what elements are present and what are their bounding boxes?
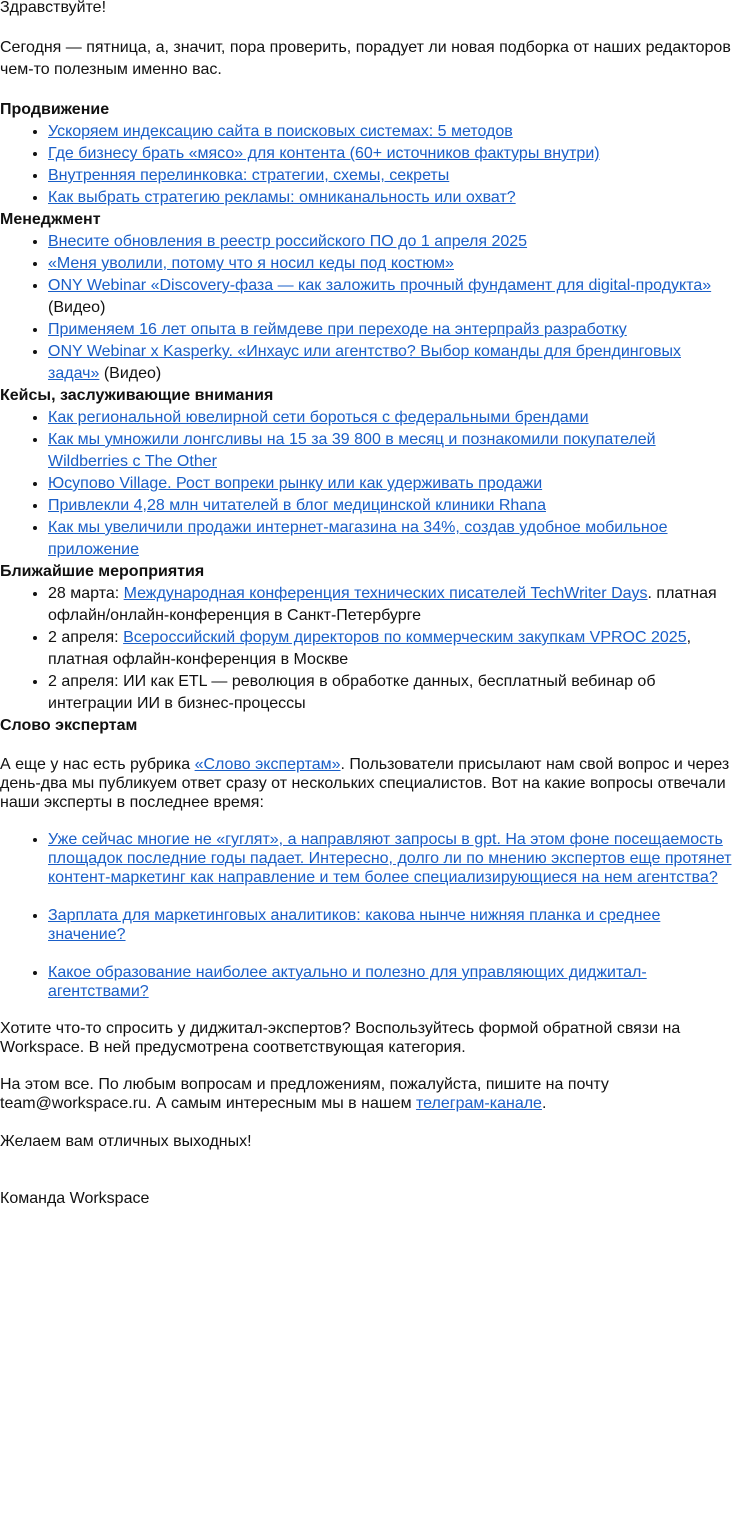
contact-before: На этом все. По любым вопросам и предложениям, пожалуйста, пишите на почту team@workspace.ru. А самым интересным мы в нашем <box>0 1076 609 1112</box>
question-link[interactable]: Зарплата для маркетинговых аналитиков: какова нынче нижняя планка и среднее значение? <box>48 907 661 943</box>
article-link[interactable]: Юсупово Village. Рост вопреки рынку или как удерживать продажи <box>48 475 543 492</box>
list-item <box>48 165 734 187</box>
list-item <box>48 275 734 319</box>
experts-rubric-link[interactable]: «Слово экспертам» <box>194 756 341 773</box>
experts-questions-list <box>0 830 734 1001</box>
article-link[interactable]: Привлекли 4,28 млн читателей в блог медицинской клиники Rhana <box>48 497 546 514</box>
signature: Команда Workspace <box>0 1190 150 1207</box>
telegram-channel-link[interactable]: телеграм-канале <box>416 1095 542 1112</box>
article-link[interactable]: Применяем 16 лет опыта в геймдеве при переходе на энтерпрайз разработку <box>48 321 627 338</box>
experts-intro <box>0 755 734 812</box>
list-item <box>48 495 734 517</box>
list-item <box>48 627 734 671</box>
event-description: , платная офлайн-конференция в Москве <box>48 629 692 668</box>
event-description: ИИ как ETL — революция в обработке данных, бесплатный вебинар об интеграции ИИ в бизнес-процессы <box>48 673 656 712</box>
video-label: (Видео) <box>103 365 162 382</box>
wish-text: Желаем вам отличных выходных! <box>0 1133 252 1150</box>
list-item <box>48 583 734 627</box>
section-experts <box>0 715 734 1001</box>
article-link[interactable]: ONY Webinar «Discovery-фаза — как заложить прочный фундамент для digital-продукта» <box>48 277 712 294</box>
list-item <box>48 830 734 887</box>
question-link[interactable]: Какое образование наиболее актуально и полезно для управляющих диджитал-агентствами? <box>48 964 647 1000</box>
list-item <box>48 121 734 143</box>
list-item <box>48 341 734 385</box>
section-events <box>0 561 734 715</box>
article-link[interactable]: ONY Webinar x Kasperky. «Инхаус или агентство? Выбор команды для брендинговых задач» <box>48 343 681 382</box>
event-link[interactable]: Всероссийский форум директоров по коммерческим закупкам VPROC 2025 <box>123 629 687 646</box>
section-management <box>0 209 734 385</box>
events-list <box>0 583 734 715</box>
cases-list <box>0 407 734 561</box>
intro-text: Сегодня — пятница, а, значит, пора проверить, порадует ли новая подборка от наших редакторов чем-то полезным именно вас. <box>0 39 731 78</box>
article-link[interactable]: «Меня уволили, потому что я носил кеды под костюм» <box>48 255 454 272</box>
list-item <box>48 963 734 1001</box>
list-item <box>48 319 734 341</box>
experts-intro-text: А еще у нас есть рубрика <box>0 756 195 773</box>
management-list <box>0 231 734 385</box>
event-link[interactable]: Международная конференция технических писателей TechWriter Days <box>123 585 648 602</box>
ask-experts-text: Хотите что-то спросить у диджитал-экспертов? Воспользуйтесь формой обратной связи на Workspace. В ней предусмотрена соответствующая категория. <box>0 1020 681 1056</box>
event-date: 2 апреля: <box>48 629 119 646</box>
section-title: Слово экспертам <box>0 717 138 734</box>
list-item <box>48 143 734 165</box>
section-title: Продвижение <box>0 101 110 118</box>
article-link[interactable]: Как выбрать стратегию рекламы: омниканальность или охват? <box>48 189 516 206</box>
list-item <box>48 429 734 473</box>
list-item <box>48 407 734 429</box>
event-description: . платная офлайн/онлайн-конференция в Санкт-Петербурге <box>48 585 717 624</box>
article-link[interactable]: Как мы увеличили продажи интернет-магазина на 34%, создав удобное мобильное приложение <box>48 519 668 558</box>
list-item <box>48 473 734 495</box>
article-link[interactable]: Как региональной ювелирной сети бороться с федеральными брендами <box>48 409 589 426</box>
promotion-list <box>0 121 734 209</box>
section-title: Кейсы, заслуживающие внимания <box>0 387 274 404</box>
greeting: Здравствуйте! <box>0 0 107 16</box>
section-cases <box>0 385 734 561</box>
list-item <box>48 253 734 275</box>
contact-text <box>0 1075 734 1113</box>
article-link[interactable]: Внутренняя перелинковка: стратегии, схемы, секреты <box>48 167 450 184</box>
event-date: 2 апреля: <box>48 673 119 690</box>
list-item <box>48 906 734 944</box>
list-item <box>48 231 734 253</box>
article-link[interactable]: Внесите обновления в реестр российского ПО до 1 апреля 2025 <box>48 233 528 250</box>
video-label: (Видео) <box>48 299 106 316</box>
contact-after: . <box>541 1095 547 1112</box>
question-link[interactable]: Уже сейчас многие не «гуглят», а направляют запросы в gpt. На этом фоне посещаемость площадок последние годы падает. Интересно, долго ли по мнению экспертов еще протянет контент-маркетинг как направление и тем более специализирующиеся на нем агентства? <box>48 831 732 886</box>
section-title: Ближайшие мероприятия <box>0 563 205 580</box>
article-link[interactable]: Где бизнесу брать «мясо» для контента (60+ источников фактуры внутри) <box>48 145 600 162</box>
experts-intro-text: . Пользователи присылают нам свой вопрос и через день-два мы публикуем ответ сразу от нескольких специалистов. Вот на какие вопросы отвечали наши эксперты в последнее время: <box>0 756 730 811</box>
article-link[interactable]: Ускоряем индексацию сайта в поисковых системах: 5 методов <box>48 123 513 140</box>
article-link[interactable]: Как мы умножили лонгсливы на 15 за 39 800 в месяц и познакомили покупателей Wildberries с The Other <box>48 431 656 470</box>
section-title: Менеджмент <box>0 211 101 228</box>
list-item <box>48 517 734 561</box>
section-promotion <box>0 99 734 209</box>
list-item <box>48 187 734 209</box>
event-date: 28 марта: <box>48 585 120 602</box>
list-item <box>48 671 734 715</box>
